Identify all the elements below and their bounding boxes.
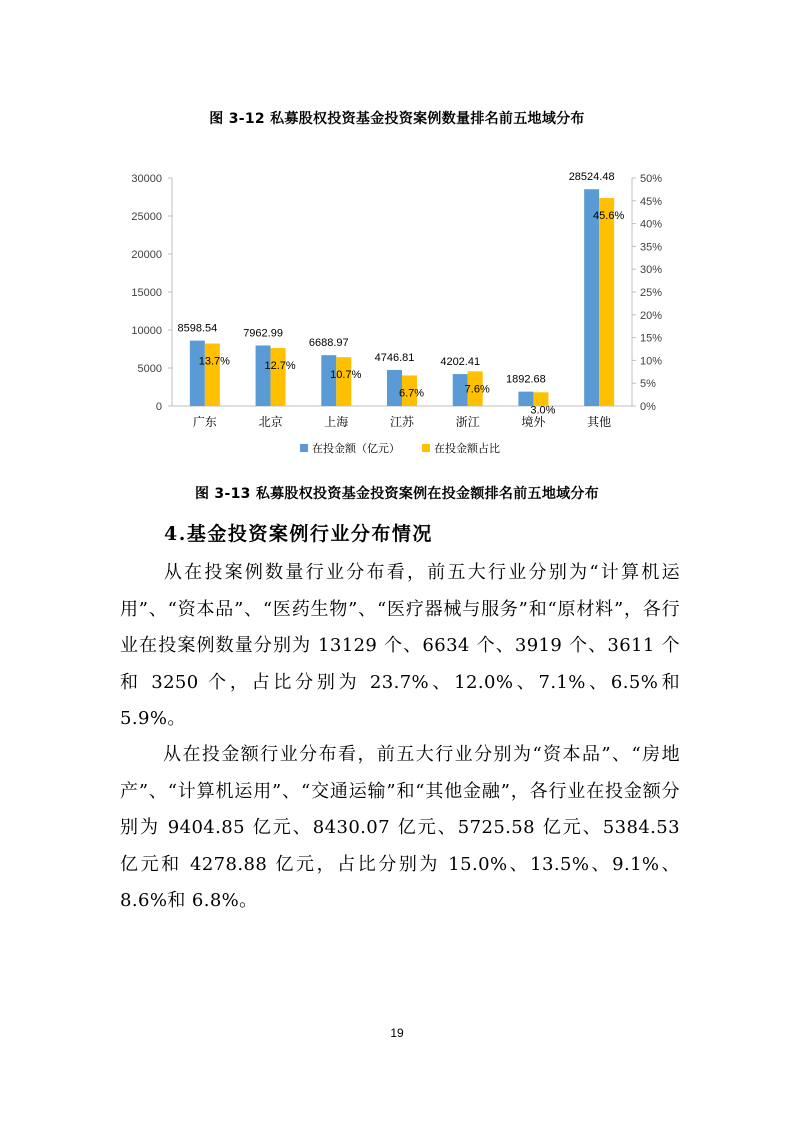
left-tick-label: 5000	[137, 363, 162, 375]
data-label-share: 45.6%	[593, 210, 625, 223]
right-tick-label: 50%	[640, 173, 663, 185]
paragraph-investment-amount	[120, 737, 680, 920]
data-label-amount: 7962.99	[243, 327, 283, 340]
bar-1-share	[205, 344, 220, 406]
data-label-share: 13.7%	[198, 355, 230, 368]
bar-1-amount	[190, 341, 205, 406]
data-label-share: 3.0%	[530, 404, 556, 417]
bar-2-share	[271, 348, 286, 406]
data-label-share: 12.7%	[264, 360, 296, 373]
right-tick-label: 40%	[640, 218, 663, 231]
legend-label-amount: 在投金额（亿元）	[312, 443, 400, 455]
right-tick-label: 30%	[640, 264, 663, 277]
data-label-amount: 28524.48	[568, 171, 615, 184]
page-number: 19	[390, 1026, 404, 1040]
paragraph-investment-amount-text: 从在投金额行业分布看，前五大行业分别为“资本品”、“房地产”、“计算机运用”、“交通运输”和“其他金融”，各行业在投金额分别为 9404.85 亿元、8430.07 亿元、5725.58 亿元、5384.53 亿元和 4278.88 亿元，占比分别为 15.0%、13.5%、9.1%、8.6%和 6.8%。	[120, 744, 680, 911]
left-tick-label: 30000	[131, 173, 162, 185]
paragraph-case-count-text: 从在投案例数量行业分布看，前五大行业分别为“计算机运用”、“资本品”、“医药生物”、“医疗器械与服务”和“原材料”，各行业在投案例数量分别为 13129 个、6634 个、3919 个、3611 个和 3250 个，占比分别为 23.7%、12.0%、7.1%、6.5%和 5.9%。	[120, 562, 680, 729]
x-tick-label: 江苏	[389, 415, 415, 429]
right-tick-label: 0%	[640, 401, 656, 413]
figure-caption-3-13: 图 3-13 私募股权投资基金投资案例在投金额排名前五地域分布	[194, 486, 600, 502]
right-tick-label: 25%	[640, 287, 663, 299]
right-tick-label: 15%	[640, 332, 663, 345]
bar-chart	[112, 160, 692, 460]
data-label-share: 7.6%	[464, 383, 490, 396]
right-tick-label: 5%	[640, 378, 656, 391]
left-tick-label: 10000	[131, 325, 162, 337]
bar-2-amount	[256, 345, 271, 406]
right-tick-label: 10%	[640, 355, 663, 368]
x-tick-label: 上海	[324, 415, 349, 429]
bar-7-share	[599, 198, 614, 406]
data-label-amount: 1892.68	[506, 373, 546, 386]
left-tick-label: 0	[155, 401, 162, 413]
data-label-share: 10.7%	[330, 369, 362, 382]
paragraph-case-count	[120, 555, 680, 738]
data-label-amount: 4746.81	[374, 351, 415, 364]
x-tick-label: 浙江	[455, 415, 480, 429]
right-tick-label: 35%	[640, 241, 663, 254]
x-tick-label: 北京	[258, 415, 283, 429]
x-tick-label: 其他	[587, 415, 612, 429]
data-label-amount: 6688.97	[308, 337, 349, 350]
right-tick-label: 45%	[640, 195, 663, 208]
legend-swatch-amount	[300, 444, 308, 452]
data-label-share: 6.7%	[398, 387, 425, 400]
section-heading: 4.基金投资案例行业分布情况	[164, 523, 433, 545]
left-tick-label: 15000	[131, 287, 162, 299]
x-tick-label: 境外	[521, 415, 546, 429]
right-tick-label: 20%	[640, 309, 663, 322]
legend-swatch-share	[422, 444, 430, 452]
bar-3-share	[336, 357, 351, 406]
data-label-amount: 8598.54	[177, 322, 218, 335]
left-tick-label: 25000	[131, 211, 162, 223]
legend-label-share: 在投金额占比	[434, 443, 500, 455]
x-tick-label: 广东	[192, 415, 217, 429]
data-label-amount: 4202.41	[440, 356, 481, 369]
left-tick-label: 20000	[131, 249, 162, 261]
figure-caption-3-12: 图 3-12 私募股权投资基金投资案例数量排名前五地域分布	[209, 111, 585, 127]
